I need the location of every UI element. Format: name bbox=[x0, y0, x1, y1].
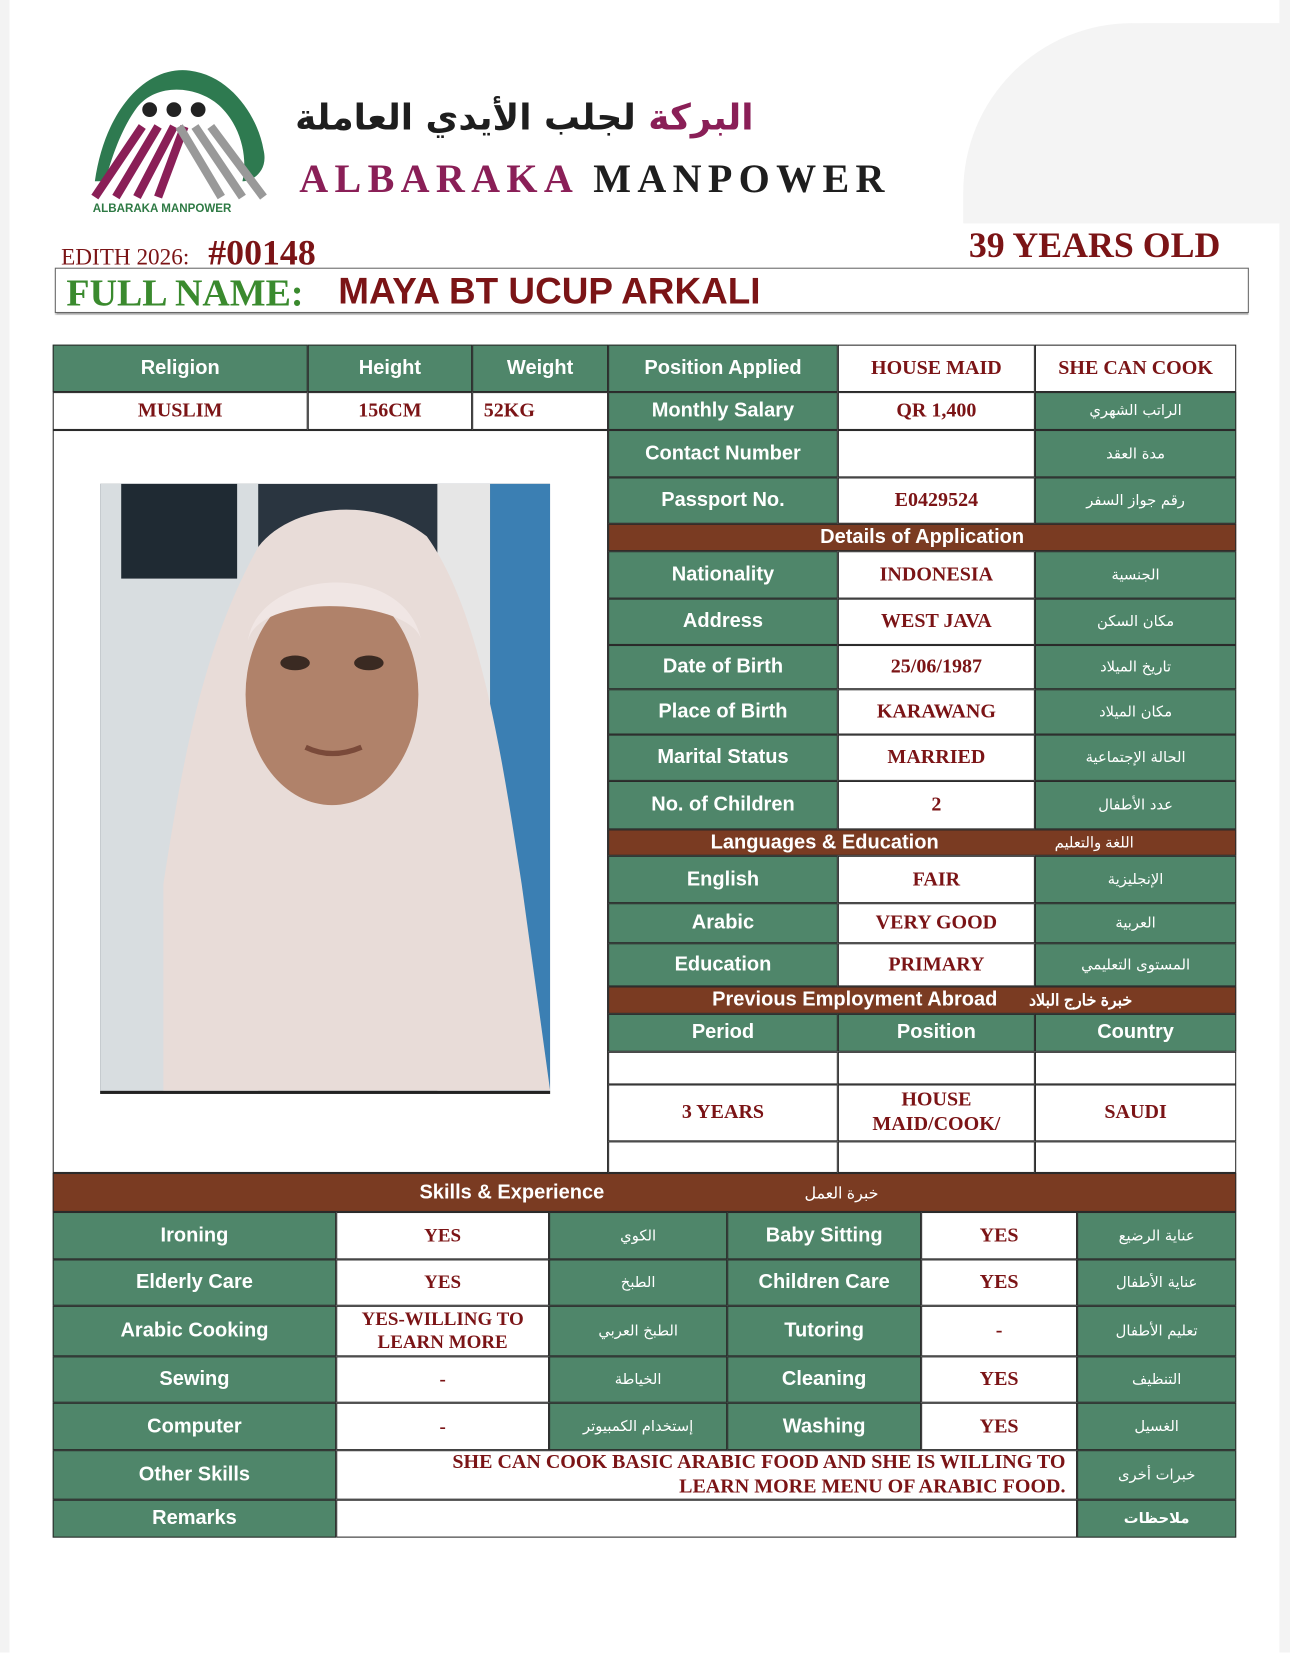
skill-label: Tutoring bbox=[727, 1306, 921, 1357]
arabic-rest: لجلب الأيدي العاملة bbox=[295, 96, 636, 140]
company-name-arabic bbox=[295, 97, 753, 139]
skill-arabic: إستخدام الكمبيوتر bbox=[549, 1403, 727, 1450]
page-edge bbox=[1279, 0, 1290, 1653]
full-name-value: MAYA BT UCUP ARKALI bbox=[338, 270, 761, 312]
languages-title-arabic: اللغة والتعليم bbox=[1054, 833, 1134, 851]
passport-label: Passport No. bbox=[608, 477, 838, 523]
salary-label: Monthly Salary bbox=[608, 392, 838, 430]
skill-arabic: الطبخ bbox=[549, 1259, 727, 1305]
skill-value: YES bbox=[921, 1259, 1077, 1305]
position-extra: SHE CAN COOK bbox=[1035, 345, 1236, 392]
company-name-part2: MANPOWER bbox=[593, 157, 891, 202]
employment-title: Previous Employment Abroad bbox=[712, 988, 998, 1011]
skill-value: YES bbox=[336, 1212, 549, 1259]
employment-period: 3 YEARS bbox=[608, 1084, 838, 1141]
skill-label: Arabic Cooking bbox=[53, 1306, 336, 1357]
skill-value: YES bbox=[921, 1403, 1077, 1450]
skill-value: - bbox=[336, 1403, 549, 1450]
employment-col-period: Period bbox=[608, 1014, 838, 1052]
employment-title-arabic: خبرة خارج البلاد bbox=[1028, 991, 1133, 1010]
skill-label: Cleaning bbox=[727, 1356, 921, 1402]
detail-label: Marital Status bbox=[608, 735, 838, 781]
religion-value: MUSLIM bbox=[53, 392, 308, 430]
detail-arabic: مكان الميلاد bbox=[1035, 689, 1236, 734]
skill-arabic: الكوي bbox=[549, 1212, 727, 1259]
employment-country bbox=[1035, 1052, 1236, 1085]
employment-col-country: Country bbox=[1035, 1014, 1236, 1052]
other-skills-arabic: خبرات أخرى bbox=[1077, 1450, 1236, 1500]
languages-header bbox=[608, 829, 1236, 855]
other-skills-value: SHE CAN COOK BASIC ARABIC FOOD AND SHE IS WILLING TO LEARN MORE MENU OF ARABIC FOOD. bbox=[336, 1450, 1077, 1500]
skill-arabic: عناية الرضيع bbox=[1077, 1212, 1236, 1259]
salary-value: QR 1,400 bbox=[838, 392, 1035, 430]
detail-value: 25/06/1987 bbox=[838, 645, 1035, 689]
logo-caption: ALBARAKA MANPOWER bbox=[92, 202, 232, 215]
skill-value: - bbox=[921, 1306, 1077, 1357]
detail-label: Address bbox=[608, 599, 838, 645]
language-value: VERY GOOD bbox=[838, 903, 1035, 943]
position-label: Position Applied bbox=[608, 345, 838, 392]
language-arabic: الإنجليزية bbox=[1035, 856, 1236, 903]
skills-header bbox=[53, 1173, 1237, 1212]
contact-label: Contact Number bbox=[608, 430, 838, 477]
age: 39 YEARS OLD bbox=[968, 226, 1221, 266]
watermark-logo bbox=[963, 23, 1279, 223]
company-name bbox=[299, 156, 890, 202]
skill-label: Washing bbox=[727, 1403, 921, 1450]
language-value: FAIR bbox=[838, 856, 1035, 903]
remarks-arabic: ملاحظات bbox=[1077, 1500, 1236, 1538]
contact-value bbox=[838, 430, 1035, 477]
details-header: Details of Application bbox=[608, 524, 1236, 551]
skill-arabic: الغسيل bbox=[1077, 1403, 1236, 1450]
other-skills-label: Other Skills bbox=[53, 1450, 336, 1500]
weight-label: Weight bbox=[472, 345, 608, 392]
language-label: Arabic bbox=[608, 903, 838, 943]
skill-value: YES bbox=[921, 1212, 1077, 1259]
company-logo-icon bbox=[84, 65, 274, 202]
ref-label: EDITH 2026: bbox=[61, 243, 190, 270]
skill-arabic: تعليم الأطفال bbox=[1077, 1306, 1236, 1357]
full-name-box bbox=[55, 268, 1249, 313]
employment-position bbox=[838, 1052, 1035, 1085]
ref-number: #00148 bbox=[208, 233, 316, 273]
skills-title: Skills & Experience bbox=[419, 1180, 605, 1204]
remarks-label: Remarks bbox=[53, 1500, 336, 1538]
language-label: Education bbox=[608, 943, 838, 986]
detail-arabic: عدد الأطفال bbox=[1035, 781, 1236, 829]
language-arabic: المستوى التعليمي bbox=[1035, 943, 1236, 986]
weight-value: 52KG bbox=[472, 392, 608, 430]
employment-country bbox=[1035, 1141, 1236, 1173]
religion-label: Religion bbox=[53, 345, 308, 392]
skill-arabic: الخياطة bbox=[549, 1356, 727, 1402]
company-name-part1: ALBARAKA bbox=[299, 157, 577, 202]
passport-value: E0429524 bbox=[838, 477, 1035, 523]
skill-arabic: التنظيف bbox=[1077, 1356, 1236, 1402]
skill-value: YES bbox=[336, 1259, 549, 1305]
skill-arabic: عناية الأطفال bbox=[1077, 1259, 1236, 1305]
languages-title: Languages & Education bbox=[710, 831, 939, 854]
full-name-label: FULL NAME: bbox=[66, 271, 304, 315]
arabic-highlight: البركة bbox=[648, 96, 754, 140]
detail-arabic: الحالة الإجتماعية bbox=[1035, 735, 1236, 781]
skill-value: YES bbox=[921, 1356, 1077, 1402]
detail-arabic: تاريخ الميلاد bbox=[1035, 645, 1236, 689]
skill-arabic: الطبخ العربي bbox=[549, 1306, 727, 1357]
detail-arabic: مكان السكن bbox=[1035, 599, 1236, 645]
detail-value: WEST JAVA bbox=[838, 599, 1035, 645]
detail-label: Date of Birth bbox=[608, 645, 838, 689]
skill-label: Computer bbox=[53, 1403, 336, 1450]
employment-period bbox=[608, 1141, 838, 1173]
skill-label: Elderly Care bbox=[53, 1259, 336, 1305]
detail-value: 2 bbox=[838, 781, 1035, 829]
skill-label: Baby Sitting bbox=[727, 1212, 921, 1259]
position-value: HOUSE MAID bbox=[838, 345, 1035, 392]
detail-value: KARAWANG bbox=[838, 689, 1035, 734]
skill-label: Sewing bbox=[53, 1356, 336, 1402]
employment-header bbox=[608, 986, 1236, 1013]
detail-value: MARRIED bbox=[838, 735, 1035, 781]
passport-arabic: رقم جواز السفر bbox=[1035, 477, 1236, 523]
language-value: PRIMARY bbox=[838, 943, 1035, 986]
detail-value: INDONESIA bbox=[838, 551, 1035, 598]
skill-value: - bbox=[336, 1356, 549, 1402]
employment-period bbox=[608, 1052, 838, 1085]
height-value: 156CM bbox=[308, 392, 472, 430]
detail-label: No. of Children bbox=[608, 781, 838, 829]
detail-label: Place of Birth bbox=[608, 689, 838, 734]
employment-col-position: Position bbox=[838, 1014, 1035, 1052]
remarks-value bbox=[336, 1500, 1077, 1538]
detail-arabic: الجنسية bbox=[1035, 551, 1236, 598]
skill-label: Children Care bbox=[727, 1259, 921, 1305]
page-edge bbox=[0, 0, 9, 1653]
height-label: Height bbox=[308, 345, 472, 392]
contact-arabic: مدة العقد bbox=[1035, 430, 1236, 477]
skill-label: Ironing bbox=[53, 1212, 336, 1259]
language-arabic: العربية bbox=[1035, 903, 1236, 943]
language-label: English bbox=[608, 856, 838, 903]
employment-country: SAUDI bbox=[1035, 1084, 1236, 1141]
employment-position bbox=[838, 1141, 1035, 1173]
detail-label: Nationality bbox=[608, 551, 838, 598]
employment-position: HOUSE MAID/COOK/ bbox=[838, 1084, 1035, 1141]
skill-value: YES-WILLING TO LEARN MORE bbox=[336, 1306, 549, 1357]
salary-arabic: الراتب الشهري bbox=[1035, 392, 1236, 430]
skills-title-arabic: خبرة العمل bbox=[804, 1184, 879, 1202]
candidate-photo bbox=[100, 484, 550, 1094]
